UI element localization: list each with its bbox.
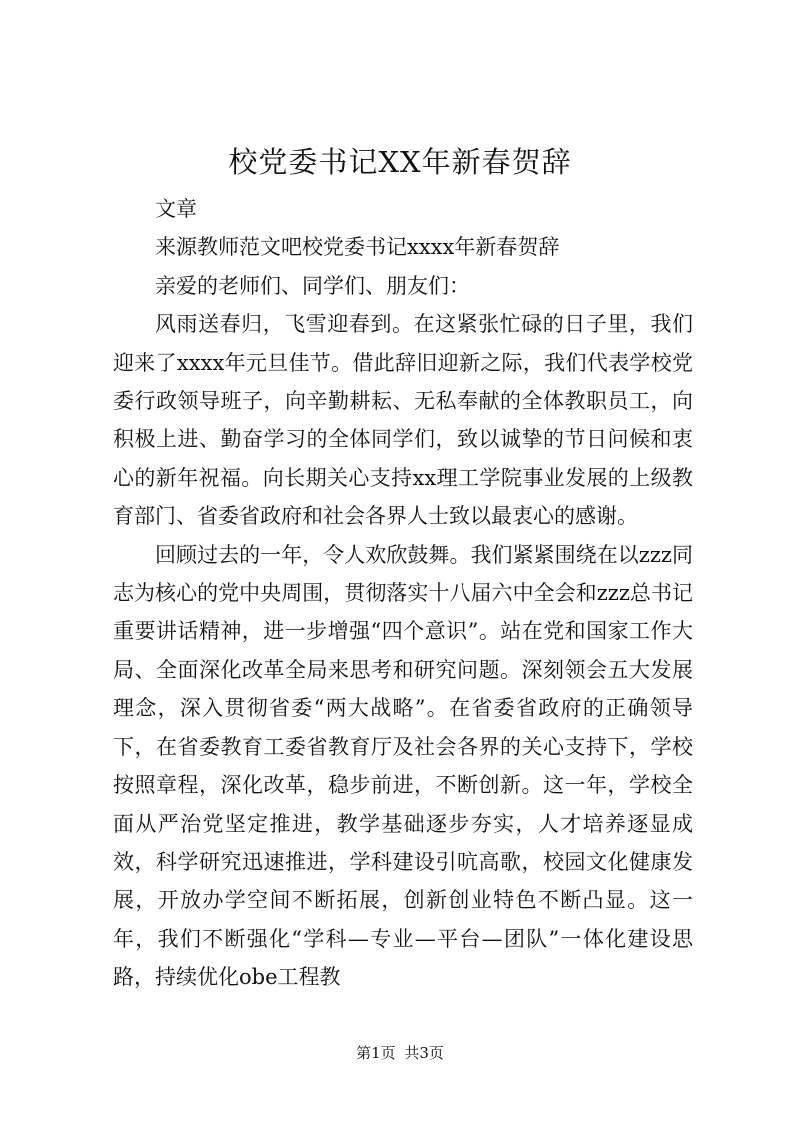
document-title: 校党委书记XX年新春贺辞 [228, 145, 572, 179]
document-body [113, 190, 693, 997]
page-total: 共3页 [404, 1044, 444, 1062]
page-footer [0, 1043, 800, 1063]
paragraph-review: 回顾过去的一年，令人欢欣鼓舞。我们紧紧围绕在以zzz同志为核心的党中央周围，贯彻落实十八届六中全会和zzz总书记重要讲话精神，进一步增强“四个意识”。站在党和国家工作大局、全面深化改革全局来思考和研究问题。深刻领会五大发展理念，深入贯彻省委“两大战略”。在省委省政府的正确领导下，在省委教育工委省教育厅及社会各界的关心支持下，学校按照章程，深化改革，稳步前进，不断创新。这一年，学校全面从严治党坚定推进，教学基础逐步夯实，人才培养逐显成效，科学研究迅速推进，学科建设引吭高歌，校园文化健康发展，开放办学空间不断拓展，创新创业特色不断凸显。这一年，我们不断强化“学科—专业—平台—团队”一体化建设思路，持续优化obe工程教 [113, 542, 693, 990]
paragraph-category: 文章 [155, 197, 197, 221]
page-number: 第1页 [356, 1044, 396, 1062]
paragraph-greeting: 亲爱的老师们、同学们、朋友们： [155, 273, 470, 298]
paragraph-source: 来源教师范文吧校党委书记xxxx年新春贺辞 [155, 235, 560, 260]
paragraph-new-year-wishes: 风雨送春归，飞雪迎春到。在这紧张忙碌的日子里，我们迎来了xxxx年元旦佳节。借此辞旧迎新之际，我们代表学校党委行政领导班子，向辛勤耕耘、无私奉献的全体教职员工，向积极上进、勤奋学习的全体同学们，致以诚挚的节日问候和衷心的新年祝福。向长期关心支持xx理工学院事业发展的上级教育部门、省委省政府和社会各界人士致以最衷心的感谢。 [113, 312, 693, 529]
